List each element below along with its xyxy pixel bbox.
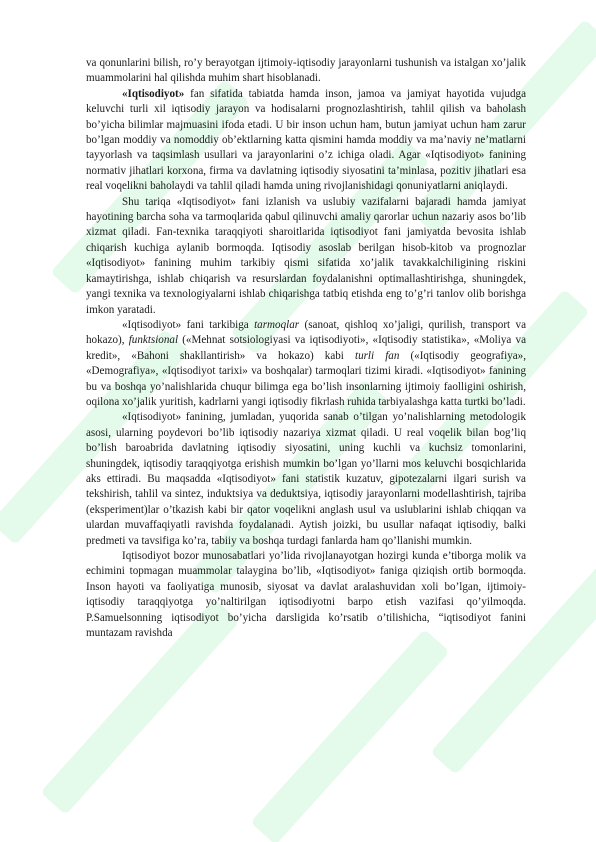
paragraph — [86, 410, 526, 549]
bold-text: «Iqtisodiyot» — [122, 87, 185, 100]
text-run: «Iqtisodiyot» fani tarkibiga — [122, 318, 255, 331]
paragraph — [86, 195, 526, 318]
paragraph — [86, 87, 526, 195]
text-run: va qonunlarini bilish, ro’y berayotgan ijtimoiy-iqtisodiy jarayonlarni tushunish va istalgan xo’jalik muammolarini hal qilishda muhim shart hisoblanadi. — [86, 57, 526, 85]
paragraph — [86, 318, 526, 410]
text-run: Iqtisodiyot bozor munosabatlari yo’lida rivojlanayotgan hozirgi kunda e’tiborga molik va echimini topmagan muammolar talaygina bo’lib, «Iqtisodiyot» faniga qiziqish ortib bormoqda. Inson hayoti va faoliyatiga munosib, siyosat va davlat aralashuvidan xoli bo’lgan, ijtimoiy-iqtisodiy taraqqiyotga yo’naltirilgan iqtisodiyotni barpo etish vazifasi qo’yilmoqda. P.Samuelsonning iqtisodiyot bo’yicha darsligida ko’rsatib o’tilishicha, “iqtisodiyot fanini muntazam ravishda — [86, 550, 526, 640]
text-run: («Iqtisodiy geografiya», «Demografiya», «Iqtisodiyot tarixi» va boshqalar) tarmoqlari tizimi kiradi. «Iqtisodiyot» fanining bu va boshqa yo’nalishlarida chuqur bilimga ega bo’lish insonlarning ijtimoiy faolligini oshirish, oqilona xo’jalik yuritish, kadrlarni yangi iqtisodiy fikrlash ruhida tarbiyalashga katta turtki bo’ladi. — [86, 349, 527, 408]
text-run: fan sifatida tabiatda hamda inson, jamoa va jamiyat hayotida vujudga keluvchi turli xil iqtisodiy jarayon va hodisalarni prognozlashtirish, tahlil qilish va baholash bo’yicha bilimlar majmuasini ifoda etadi. U bir inson uchun ham, butun jamiyat uchun ham zarur bo’lgan moddiy va nomoddiy ob’ektlarning katta qismini hamda moddiy va ma’naviy ne’matlarni tayyorlash va taqsimlash usullari va jarayonlarini o’z ichiga oladi. Agar «Iqtisodiyot» fanining normativ jihatlari korxona, firma va davlatning iqtisodiy siyosatini ta’minlasa, pozitiv jihatlari esa real voqelikni baholaydi va tahlil qiladi hamda uning rivojlanishidagi qonuniyatlarni aniqlaydi. — [86, 87, 526, 193]
italic-text: turli fan — [354, 349, 400, 362]
document-body — [86, 56, 526, 641]
text-run: Shu tariqa «Iqtisodiyot» fani izlanish va uslubiy vazifalarni bajaradi hamda jamiyat hayotining barcha soha va tarmoqlarida qabul qilinuvchi amaliy qarorlar uchun nazariy asos bo’lib xizmat qiladi. Fan-texnika taraqqiyoti sharoitlarida iqtisodiyot fani jamiyatda bevosita ishlab chiqarish kuchiga aylanib bormoqda. Iqtisodiy asoslab berilgan hisob-kitob va prognozlar «Iqtisodiyot» fanining muhim tarkibiy qismi sifatida xo’jalik tavakkalchiligining riskini kamaytirishga, ishlab chiqarish va resurslardan foydalanishni optimallashtirishga, shuningdek, yangi texnika va texnologiyalarni ishlab chiqarishga tatbiq etishda eng to’g’ri tanlov olib borishga imkon yaratadi. — [86, 195, 526, 316]
text-run: («Mehnat sotsiologiyasi va iqtisodiyoti», «Iqtisodiy statistika», «Moliya va kredit», «Bahoni shakllantirish» va hokazo) kabi — [86, 334, 526, 362]
watermark-band — [250, 629, 449, 842]
paragraph — [86, 56, 526, 87]
text-run: «Iqtisodiyot» fanining, jumladan, yuqorida sanab o’tilgan yo’nalishlarning metodologik asosi, ularning poydevori bo’lib iqtisodiy nazariya xizmat qiladi. U real voqelik bilan bog’liq bo’lish baroabrida davlatning iqtisodiy siyosatini, uning kuchli va kuchsiz tomonlarini, shuningdek, iqtisodiy taraqqiyotga erishish mumkin bo’lgan yo’llarni mos keluvchi bosqichlarida aks ettiradi. Bu maqsadda «Iqtisodiyot» fani statistik kuzatuv, gipotezalarni ilgari surish va tekshirish, tahlil va sintez, induktsiya va deduktsiya, iqtisodiy jarayonlarni modellashtirish, tajriba (eksperiment)lar o’tkazish kabi bir qator voqelikni anglash usul va uslublarini ishlab chiqqan va ulardan muvaffaqiyatli ravishda foydalanadi. Aytish joizki, bu usullar nafaqat iqtisodiy, balki predmeti va tavsifiga ko’ra, tabiiy va boshqa turdagi fanlarda ham qo’llanishi mumkin. — [86, 411, 526, 547]
paragraph — [86, 549, 526, 641]
italic-text: tarmoqlar — [254, 318, 300, 331]
italic-text: funktsional — [128, 334, 179, 347]
text-run: (sanoat, qishloq xo’jaligi, qurilish, transport va hokazo), — [86, 318, 526, 347]
